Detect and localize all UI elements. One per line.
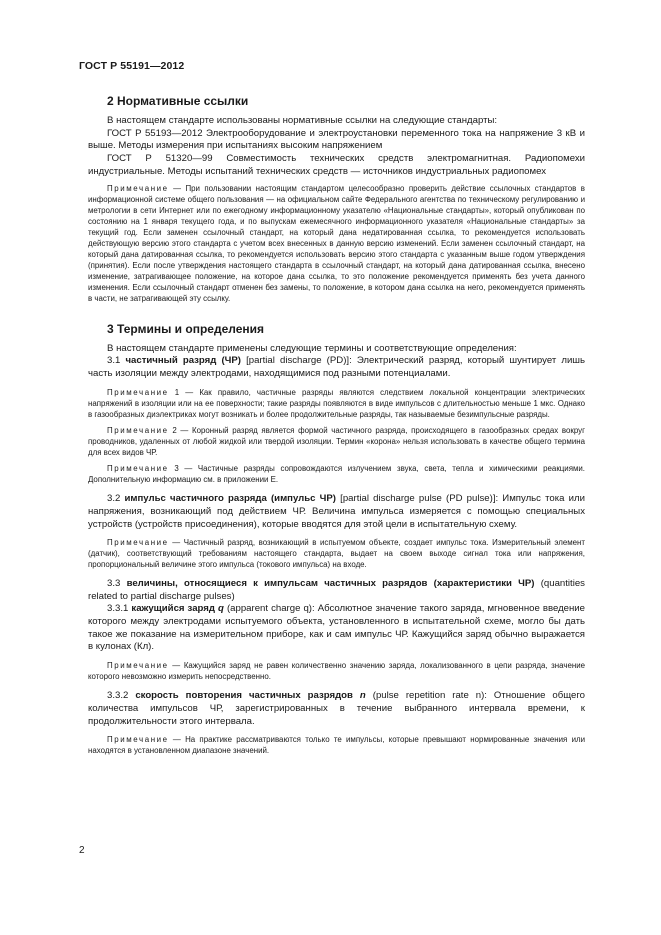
term-3-1 [88,355,585,380]
term-name: кажущийся заряд [131,603,215,615]
page-number: 2 [79,845,85,856]
term-symbol: q [218,603,224,615]
term-definition: (quantities related to partial discharge pulses) [88,577,585,602]
term-3-3 [88,578,585,603]
term-name: частичный разряд (ЧР) [125,355,241,367]
term-symbol: n [359,690,366,702]
note-label: Примечание [107,183,169,193]
page-content [88,93,585,757]
note-label: Примечание [107,464,169,474]
term-3-2 [88,493,585,531]
term-number: 3.3.2 [107,690,136,702]
note-label: Примечание [107,661,169,671]
term-number: 3.3.1 [107,603,132,615]
term-definition: [partial discharge pulse (PD pulse)]: Импульс тока или напряжения, возникающий под действием ЧР. Величина импульса измеряется с помощью специальных устройств (устройств присоединения), которые вводятся для этой цели в испытательную схему. [88,493,585,530]
reference-gost-55193: ГОСТ Р 55193—2012 Электрооборудование и электроустановки переменного тока на напряжение 3 кВ и выше. Методы измерения при испытаниях высоким напряжением [88,127,585,152]
term-3-1-note-1 [88,387,585,420]
note-text: 2 — Коронный разряд является формой частичного разряда, происходящего в газообразных средах вокруг проводников, удаленных от любой жидкой или твердой изоляции. Термин «корона» нельзя использовать в качестве общего термина для всех видов ЧР. [88,425,585,458]
term-3-1-note-2 [88,425,585,458]
term-3-3-1 [88,603,585,654]
section-3-title: 3 Термины и определения [107,321,265,336]
term-name: скорость повторения частичных разрядов [135,690,353,702]
reference-gost-51320: ГОСТ Р 51320—99 Совместимость технических средств электромагнитная. Радиопомехи индустриальные. Методы испытаний технических средств — источников индустриальных радиопомех [88,153,585,177]
term-definition: (pulse repetition rate n): Отношение общего количества импульсов ЧР, зарегистрированных в течение выбранного интервала времени, к продолжительности этого интервала. [88,690,585,727]
note-label: Примечание [107,537,169,547]
term-name: импульс частичного разряда (импульс ЧР) [124,493,336,505]
term-number: 3.3 [107,577,127,589]
term-3-2-note [88,537,585,570]
note-text: 1 — Как правило, частичные разряды являются следствием локальной концентрации электрических напряжений в изоляции или на ее поверхности; такие разряды появляются в виде импульсов с длительностью меньше 1 мкс. Однако в газообразных диэлектриках могут возникать и более продолжительные разряды, так называемые безимпульсные разряды. [88,387,585,419]
term-number: 3.2 [107,493,125,505]
term-definition: [partial discharge (PD)]: Электрический разряд, который шунтирует лишь часть изоляции между электродами, находящимися под разными потенциалами. [88,355,586,379]
note-label: Примечание [107,735,169,745]
note-label: Примечание [107,425,169,435]
term-name: величины, относящиеся к импульсам частичных разрядов (характеристики ЧР) [126,577,535,589]
note-label: Примечание [107,387,169,397]
term-3-3-1-note [88,660,585,682]
note-text: — На практике рассматриваются только те импульсы, которые превышают нормированные значения или находятся в установленном диапазоне значений. [88,735,585,756]
note-text: — Частичный разряд, возникающий в испытуемом объекте, создает импульс тока. Измерительный элемент (датчик), соответствующий требованиям настоящего стандарта, выдает на своем выходе сигнал тока или напряжения, пропорциональный величине этого импульса (токового импульса) на входе. [88,537,585,569]
term-3-3-2 [88,690,585,728]
term-3-3-2-note [88,734,585,756]
note-text: 3 — Частичные разряды сопровождаются излучением звука, света, тепла и химическими реакциями. Дополнительную информацию см. в приложении Е. [88,464,585,485]
term-definition: (apparent charge q): Абсолютное значение такого заряда, мгновенное введение которого между электродами испытуемого объекта, установленного в испытательной схеме, могло бы дать такое же показание на измерительном приборе, как и сам импульс ЧР. Кажущийся заряд обычно выражается в кулонах (Кл). [88,603,585,653]
section-3-intro: В настоящем стандарте применены следующие термины и соответствующие определения: [107,342,517,354]
document-code: ГОСТ Р 55191—2012 [79,60,185,72]
note-text: — При пользовании настоящим стандартом целесообразно проверить действие ссылочных стандартов в информационной системе общего пользования — на официальном сайте Федерального агентства по техническому регулированию и метрологии в сети Интернет или по ежегодному информационному указателю «Национальные стандарты», который опубликован по состоянию на 1 января текущего года, и по выпускам ежемесячного информационного указателя «Национальные стандарты» за текущий год. Если заменен ссылочный стандарт, на который дана недатированная ссылка, то рекомендуется использовать действующую версию этого стандарта с учетом всех внесенных в данную версию изменений. Если заменен ссылочный стандарт, на который дана датированная ссылка, то рекомендуется использовать версию этого стандарта с указанным выше годом утверждения (принятия). Если после утверждения настоящего стандарта в ссылочный стандарт, на который дана датированная ссылка, внесено изменение, затрагивающее положение, на которое дана ссылка, то это положение рекомендуется применять без учета данного изменения. Если ссылочный стандарт отменен без замены, то положение, в котором дана ссылка на него, рекомендуется применять в части, не затрагивающей эту ссылку. [88,183,585,304]
note-text: — Кажущийся заряд не равен количественно значению заряда, локализованного в цепи разряда, значение которого невозможно измерить непосредственно. [88,661,585,682]
section-2-intro: В настоящем стандарте использованы нормативные ссылки на следующие стандарты: [107,115,498,126]
term-3-1-note-3 [88,463,585,485]
term-number: 3.1 [107,355,126,367]
section-2-note [88,183,585,305]
section-2-title: 2 Нормативные ссылки [107,94,249,108]
